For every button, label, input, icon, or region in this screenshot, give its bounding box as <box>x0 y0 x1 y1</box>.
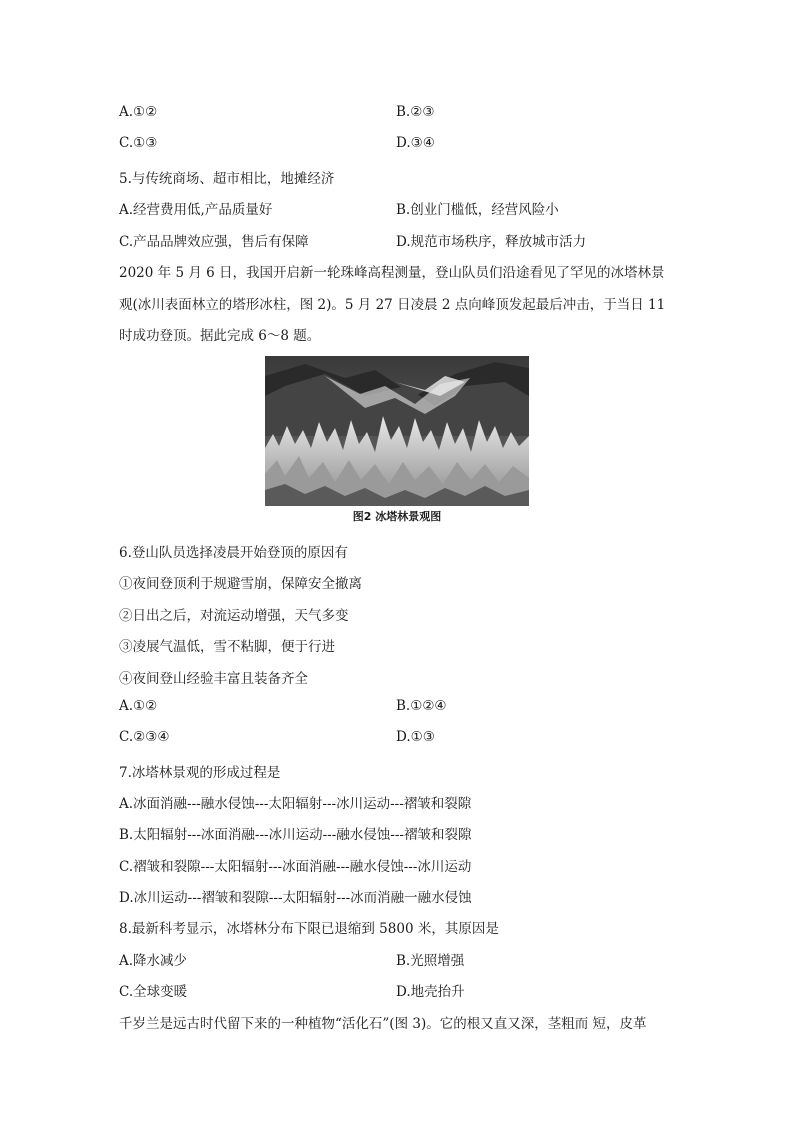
q6-option-c: C.②③④ <box>119 729 170 745</box>
q5-option-d: D.规范市场秩序，释放城市活力 <box>396 234 587 250</box>
q5-option-c: C.产品品牌效应强，售后有保障 <box>119 234 309 250</box>
q7-stem: 7.冰塔林景观的形成过程是 <box>119 765 281 781</box>
passage2-line-1: 千岁兰是远古时代留下来的一种植物“活化石”(图 3)。它的根又直又深，茎粗而 短，皮革 <box>119 1016 647 1032</box>
q6-statement-4: ④夜间登山经验丰富且装备齐全 <box>119 671 308 687</box>
q4-option-d: D.③④ <box>396 135 435 151</box>
q6-option-d: D.①③ <box>396 729 435 745</box>
passage1-line-1: 2020 年 5 月 6 日，我国开启新一轮珠峰高程测量，登山队员们沿途看见了罕见的冰塔林景 <box>119 265 665 281</box>
q5-option-b: B.创业门槛低，经营风险小 <box>396 202 559 218</box>
q5-option-a: A.经营费用低,产品质量好 <box>119 202 273 218</box>
passage1-line-2: 观(冰川表面林立的塔形冰柱，图 2)。5 月 27 日凌晨 2 点向峰顶发起最后冲击，于当日 11 <box>119 297 666 313</box>
q7-option-a: A.冰面消融---融水侵蚀---太阳辐射---冰川运动---褶皱和裂隙 <box>119 796 472 812</box>
q6-option-b: B.①②④ <box>396 698 447 714</box>
q6-statement-3: ③凌展气温低，雪不粘脚，便于行进 <box>119 639 335 655</box>
q7-option-d: D.冰川运动---褶皱和裂隙---太阳辐射---冰而消融一融水侵蚀 <box>119 890 472 906</box>
q6-option-a: A.①② <box>119 698 158 714</box>
q8-option-c: C.全球变暖 <box>119 984 188 1000</box>
q5-stem: 5.与传统商场、超市相比，地摊经济 <box>119 171 335 187</box>
q6-statement-2: ②日出之后，对流运动增强，天气多变 <box>119 608 349 624</box>
q4-option-c: C.①③ <box>119 135 158 151</box>
q8-option-a: A.降水减少 <box>119 953 188 969</box>
q7-option-c: C.褶皱和裂隙---太阳辐射---冰面消融---融水侵蚀---冰川运动 <box>119 859 472 875</box>
q7-option-b: B.太阳辐射---冰面消融---冰川运动---融水侵蚀---褶皱和裂隙 <box>119 827 472 843</box>
figure-caption: 图2 冰塔林景观图 <box>352 510 442 523</box>
q4-option-a: A.①② <box>119 104 158 120</box>
passage1-line-3: 时成功登顶。据此完成 6～8 题。 <box>119 328 321 344</box>
q8-option-d: D.地壳抬升 <box>396 984 465 1000</box>
q4-option-b: B.②③ <box>396 104 435 120</box>
q8-stem: 8.最新科考显示，冰塔林分布下限已退缩到 5800 米，其原因是 <box>119 921 499 937</box>
ice-pinnacle-photo <box>265 356 529 506</box>
q8-option-b: B.光照增强 <box>396 953 465 969</box>
q6-stem: 6.登山队员选择凌晨开始登顶的原因有 <box>119 545 348 561</box>
q6-statement-1: ①夜间登顶利于规避雪崩，保障安全撤离 <box>119 576 362 592</box>
